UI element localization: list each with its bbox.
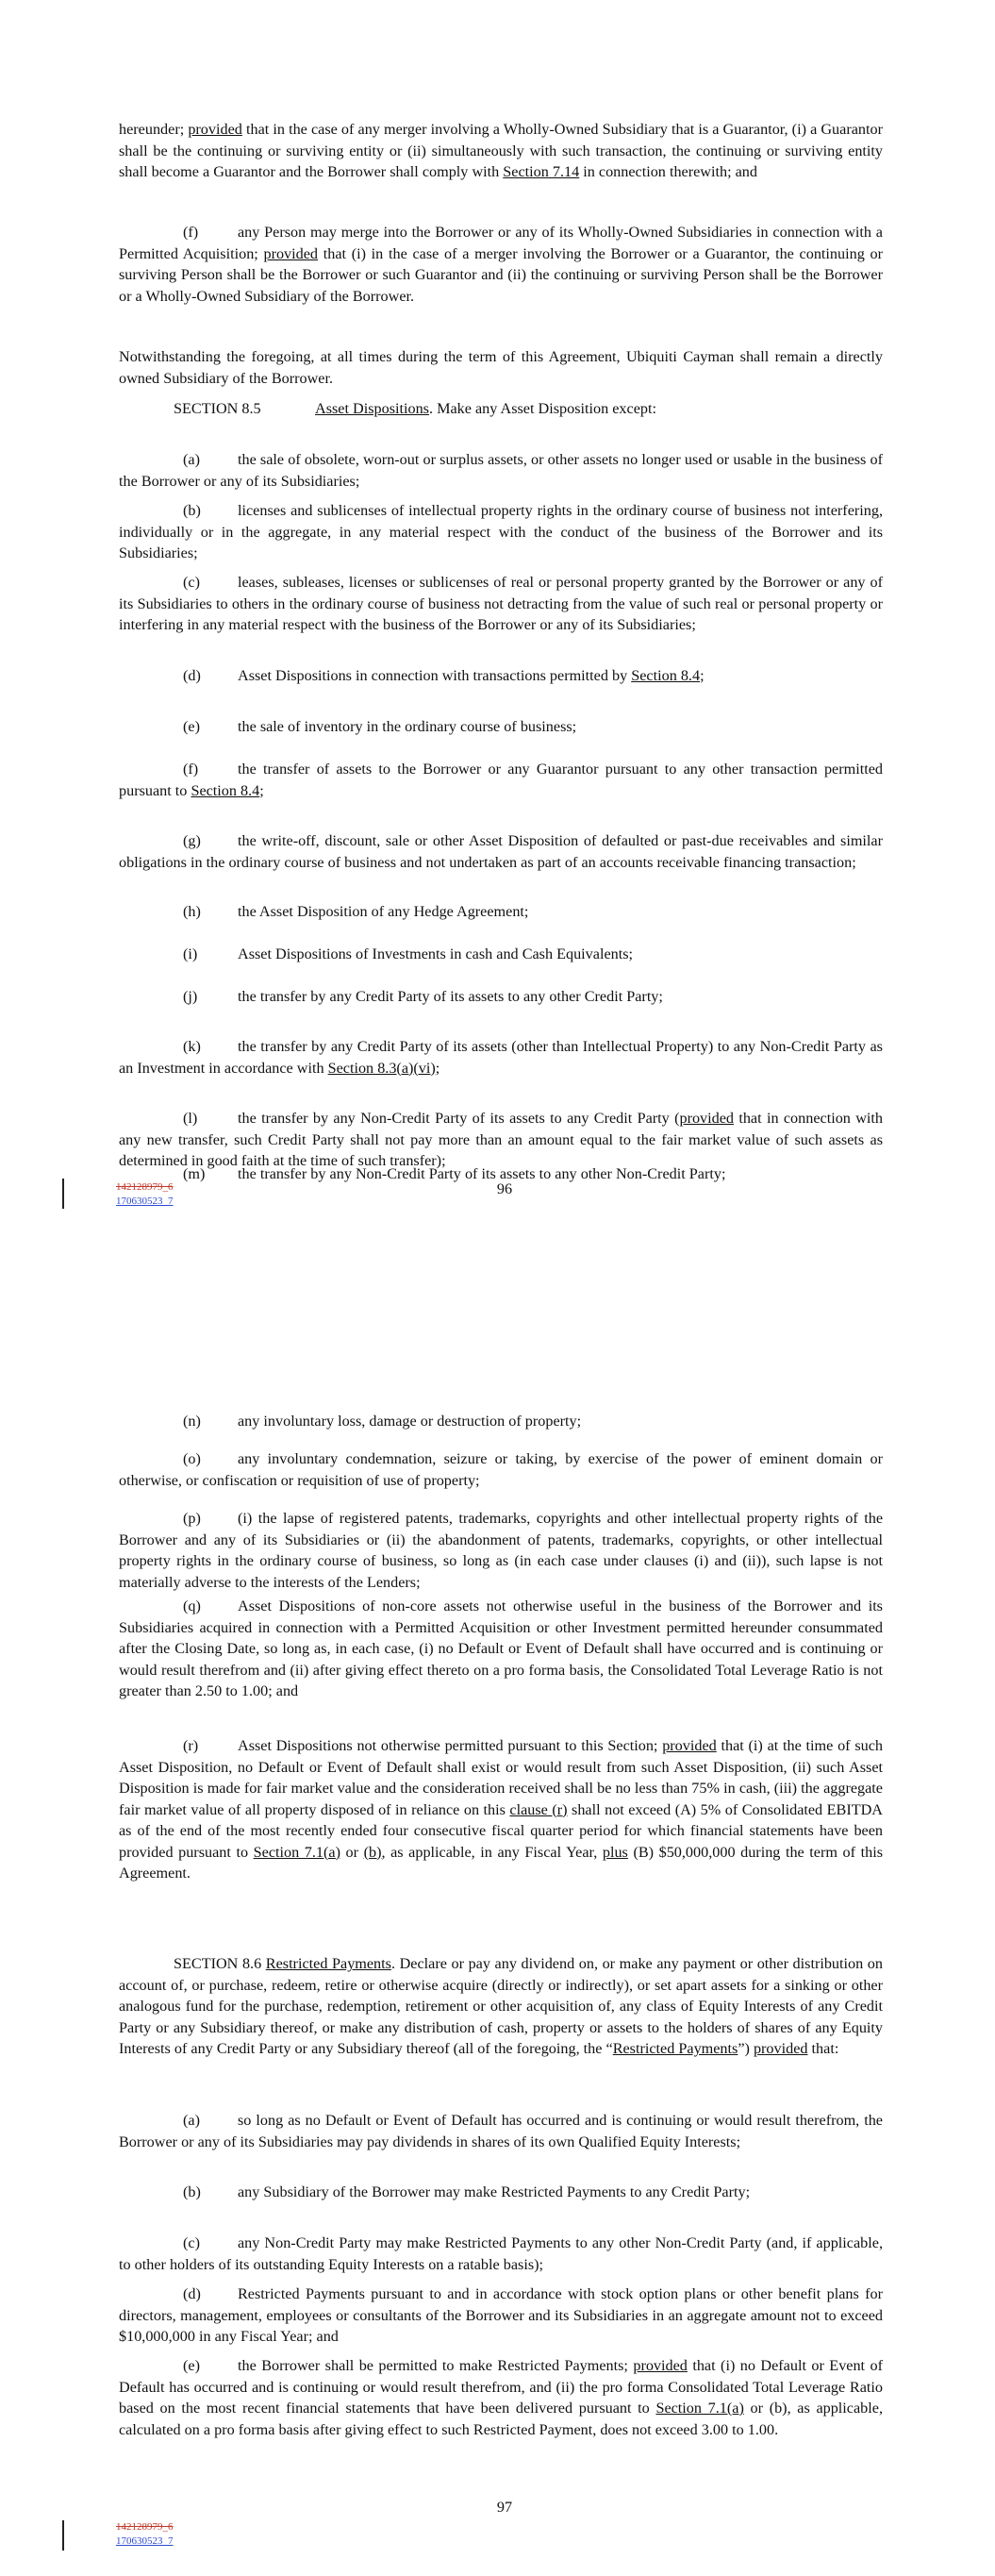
- clause-g: [119, 830, 883, 873]
- clause-label: (o): [183, 1450, 201, 1467]
- text-run: ;: [435, 1059, 440, 1077]
- underlined-term: provided: [679, 1110, 735, 1127]
- clause-label: (b): [183, 502, 201, 519]
- clause-c: [119, 2233, 883, 2275]
- underlined-term: Section 8.4: [191, 781, 260, 799]
- text-run: licenses and sublicenses of intellectual property rights in the ordinary course of business not interfering, individually or in the aggregate, in any material respect with the conduct of the business of the Borrower and its Subsidiaries;: [119, 502, 883, 561]
- clause-text: [238, 667, 705, 684]
- text-run: leases, subleases, licenses or sublicenses of real or personal property granted by the Borrower or any of its Subsidiaries to others in the ordinary course of business not detracting from the value of such real or personal property or interfering in any material respect with the business of the Borrower or any of its Subsidiaries;: [119, 574, 883, 633]
- clause-text: [238, 1413, 581, 1430]
- text-run: the transfer by any Credit Party of its assets (other than Intellectual Property) to any Non-Credit Party as an Investment in accordance with: [119, 1038, 883, 1077]
- clause-label: (k): [183, 1038, 201, 1055]
- underlined-term: plus: [602, 1843, 628, 1861]
- clause-label: (c): [183, 574, 200, 591]
- clause-l: [119, 1108, 883, 1172]
- underlined-term: provided: [753, 2040, 808, 2057]
- text-run: in connection therewith; and: [579, 163, 757, 180]
- clause-text: [119, 1737, 883, 1882]
- text-run: ;: [259, 781, 264, 799]
- clause-label: (m): [183, 1165, 206, 1182]
- clause-p: [119, 1508, 883, 1593]
- clause-label: (f): [183, 224, 199, 241]
- text-run: the sale of obsolete, worn-out or surplus assets, or other assets no longer used or usable in the business of the Borrower or any of its Subsidiaries;: [119, 451, 883, 490]
- text-run: or (b), as applicable, calculated on a pro forma basis after giving effect to such Restricted Payment, does not exceed 3.00 to 1.00.: [119, 2400, 883, 2438]
- clause-label: (i): [183, 945, 198, 962]
- text-run: that (i) at the time of such Asset Disposition, no Default or Event of Default shall exist or would result from such Asset Disposition, (ii) such Asset Disposition is made for fair market value and the consideration received shall be no less than 75% in cash, (iii) the aggregate fair market value of all property disposed of in reliance on this: [119, 1737, 884, 1818]
- text-run: Asset Dispositions of non-core assets not otherwise useful in the business of the Borrower and its Subsidiaries acquired in connection with a Permitted Acquisition or other Investment permitted hereunder consummated after the Closing Date, so long as, in each case, (i) no Default or Event of Default shall have occurred and is continuing or would result therefrom and (ii) after giving effect thereto on a pro forma basis, the Consolidated Total Leverage Ratio is not greater than 2.50 to 1.00; and: [119, 1597, 883, 1699]
- underlined-term: provided: [263, 244, 319, 262]
- clause-label: (e): [183, 718, 200, 735]
- text-run: , as applicable, in any Fiscal Year,: [381, 1843, 603, 1861]
- section-8-6-restricted-payments: [119, 1953, 883, 2060]
- doc-id-deleted: 142128979_6: [116, 2521, 174, 2533]
- doc-id-deleted: 142128979_6: [116, 1181, 174, 1193]
- clause-label: (j): [183, 988, 198, 1005]
- underlined-term: provided: [662, 1737, 717, 1754]
- underlined-term: (b): [363, 1843, 382, 1861]
- text-run: SECTION 8.6: [174, 1955, 266, 1972]
- section-8-6-text: [119, 1955, 883, 2057]
- clause-label: (e): [183, 2357, 200, 2374]
- clause-label: (n): [183, 1413, 201, 1430]
- text-run: the write-off, discount, sale or other Asset Disposition of defaulted or past-due receivables and similar obligations in the ordinary course of business and not undertaken as part of an accounts receivable financing transaction;: [119, 832, 883, 871]
- section-number: SECTION 8.5: [174, 400, 261, 417]
- text-run: the transfer by any Non-Credit Party of its assets to any Credit Party (: [238, 1110, 680, 1127]
- clause-c: [119, 572, 883, 636]
- page-number: 97: [496, 2499, 513, 2516]
- page-97: [0, 1288, 995, 2576]
- underlined-term: provided: [188, 121, 242, 138]
- change-bar: [62, 2520, 64, 2551]
- clause-n: [119, 1411, 883, 1432]
- text-run: Asset Dispositions of Investments in cash and Cash Equivalents;: [238, 945, 634, 962]
- section-title: Asset Dispositions: [315, 400, 429, 417]
- clause-label: (a): [183, 2112, 200, 2129]
- clause-text: [238, 718, 576, 735]
- underlined-term: Section 7.1(a): [253, 1843, 340, 1861]
- underlined-term: Section 7.1(a): [655, 2400, 744, 2417]
- clause-label: (b): [183, 2183, 201, 2200]
- clause-r: [119, 1735, 883, 1884]
- text-run: the transfer by any Non-Credit Party of its assets to any other Non-Credit Party;: [238, 1165, 726, 1182]
- clause-i: [119, 944, 883, 965]
- text-run: so long as no Default or Event of Default has occurred and is continuing or would result therefrom, the Borrower or any of its Subsidiaries may pay dividends in shares of its own Qualified Equity Interests;: [119, 2112, 883, 2150]
- text-run: the Asset Disposition of any Hedge Agreement;: [238, 903, 529, 920]
- text-run: any Subsidiary of the Borrower may make Restricted Payments to any Credit Party;: [238, 2183, 751, 2200]
- page-number: 96: [496, 1180, 513, 1197]
- clause-h: [119, 901, 883, 923]
- underlined-term: clause (r): [509, 1800, 568, 1818]
- clause-label: (l): [183, 1110, 198, 1127]
- change-bar: [62, 1179, 64, 1209]
- clause-label: (h): [183, 903, 201, 920]
- text-run: that:: [807, 2040, 839, 2057]
- underlined-term: provided: [633, 2357, 688, 2374]
- text-run: that in connection with any new transfer, such Credit Party shall not pay more than an amount equal to the fair market value of such assets as determined in good faith at the time of such transfer);: [119, 1110, 883, 1169]
- text-run: the sale of inventory in the ordinary course of business;: [238, 718, 577, 735]
- section-8-5-heading: [119, 398, 883, 420]
- text-run: (i) the lapse of registered patents, trademarks, copyrights and other intellectual property rights of the Borrower and any of its Subsidiaries or (ii) the abandonment of patents, trademarks, copyrights, or other intellectual property rights in the ordinary course of business, so long as (in each case under clauses (i) and (ii)), such lapse is not materially adverse to the interests of the Lenders;: [119, 1510, 883, 1591]
- clause-label: (d): [183, 667, 201, 684]
- text-run: Restricted Payments pursuant to and in accordance with stock option plans or other benefit plans for directors, management, employees or consultants of the Borrower and its Subsidiaries in an aggregate amount not to exceed $10,000,000 in any Fiscal Year; and: [119, 2285, 883, 2345]
- clause-label: (r): [183, 1737, 199, 1754]
- clause-b: [119, 500, 883, 564]
- clause-k: [119, 1036, 883, 1079]
- text-run: the Borrower shall be permitted to make Restricted Payments;: [238, 2357, 634, 2374]
- clause-d: [119, 2283, 883, 2348]
- text-run: any involuntary condemnation, seizure or taking, by exercise of the power of eminent domain or otherwise, or confiscation or requisition of use of property;: [119, 1450, 883, 1489]
- text-run: shall not exceed (A) 5% of Consolidated EBITDA as of the end of the most recently ended four consecutive fiscal quarter period for which financial statements have been provided pursuant to: [119, 1800, 883, 1861]
- underlined-term: Section 8.4: [631, 667, 701, 684]
- underlined-term: Section 8.3(a)(vi): [327, 1059, 436, 1077]
- clause-label: (f): [183, 761, 199, 778]
- clause-label: (q): [183, 1597, 201, 1614]
- text-run: the transfer of assets to the Borrower or any Guarantor pursuant to any other transaction permitted pursuant to: [119, 761, 883, 799]
- clause-q: [119, 1596, 883, 1702]
- paragraph-notwithstanding: Notwithstanding the foregoing, at all times during the term of this Agreement, Ubiquiti Cayman shall remain a directly owned Subsidiary of the Borrower.: [119, 348, 883, 387]
- text-run: hereunder;: [119, 121, 189, 138]
- text-run: that in the case of any merger involving a Wholly-Owned Subsidiary that is a Guarantor, (i) a Guarantor shall be the continuing or surviving entity or (ii) simultaneously with such transaction, the continuing or surviving entity shall become a Guarantor and the Borrower shall comply with: [119, 121, 883, 180]
- text-run: Asset Dispositions not otherwise permitted pursuant to this Section;: [238, 1737, 663, 1754]
- clause-text: [238, 903, 528, 920]
- clause-text: [238, 988, 663, 1005]
- text-run: ;: [700, 667, 705, 684]
- text-run: Asset Dispositions in connection with transactions permitted by: [238, 667, 632, 684]
- text-run: any Person may merge into the Borrower or any of its Wholly-Owned Subsidiaries in connection with a Permitted Acquisition;: [119, 224, 883, 262]
- clause-b: [119, 2182, 883, 2203]
- text-run: the transfer by any Credit Party of its assets to any other Credit Party;: [238, 988, 663, 1005]
- clause-j: [119, 986, 883, 1008]
- doc-id-inserted: 170630523_7: [116, 1196, 174, 1207]
- clause-label: (a): [183, 451, 200, 468]
- text-run: . Declare or pay any dividend on, or make any payment or other distribution on account of, or purchase, redeem, retire or otherwise acquire (directly or indirectly), or set apart assets for a sinking or other analogous fund for the purchase, redemption, retirement or other acquisition of, any class of Equity Interests of any Credit Party or any Subsidiary thereof, or make any distribution of cash, property or assets to the holders of shares of any Equity Interests of any Credit Party or any Subsidiary thereof (all of the foregoing, the “: [119, 1955, 883, 2057]
- underlined-term: Restricted Payments: [612, 2040, 738, 2057]
- text-run: that (i) no Default or Event of Default has occurred and is continuing or would result therefrom, and (ii) the pro forma Consolidated Total Leverage Ratio based on the most recent financial statements that have been delivered pursuant to: [119, 2357, 883, 2417]
- text-run: (B) $50,000,000 during the term of this Agreement.: [119, 1843, 884, 1882]
- clause-e: [119, 716, 883, 738]
- clause-label: (d): [183, 2285, 201, 2302]
- clause-e: [119, 2355, 883, 2440]
- clause-text: [238, 945, 633, 962]
- clause-o: [119, 1448, 883, 1491]
- clause-f: [119, 759, 883, 801]
- paragraph-hereunder: [119, 119, 883, 183]
- clause-label: (p): [183, 1510, 201, 1527]
- clause-d: [119, 665, 883, 687]
- underlined-term: Section 7.14: [503, 163, 580, 180]
- doc-id-inserted: 170630523_7: [116, 2535, 174, 2547]
- text-run: or: [340, 1843, 364, 1861]
- clause-text: [238, 2183, 750, 2200]
- section-lead-in: . Make any Asset Disposition except:: [428, 400, 656, 417]
- clause-label: (g): [183, 832, 201, 849]
- clause-a: [119, 2110, 883, 2152]
- text-run: any involuntary loss, damage or destruction of property;: [238, 1413, 582, 1430]
- clause-f-merger: [119, 222, 883, 307]
- underlined-term: Restricted Payments: [265, 1955, 391, 1972]
- clause-a: [119, 449, 883, 492]
- text-run: ”): [738, 2040, 754, 2057]
- text-run: any Non-Credit Party may make Restricted Payments to any other Non-Credit Party (and, if applicable, to other holders of its outstanding Equity Interests on a ratable basis);: [119, 2234, 883, 2273]
- text-run: that (i) in the case of a merger involving the Borrower or a Guarantor, the continuing or surviving Person shall be the Borrower or such Guarantor and (ii) the continuing or surviving Person shall be the Borrower or a Wholly-Owned Subsidiary of the Borrower.: [119, 244, 883, 305]
- clause-label: (c): [183, 2234, 200, 2251]
